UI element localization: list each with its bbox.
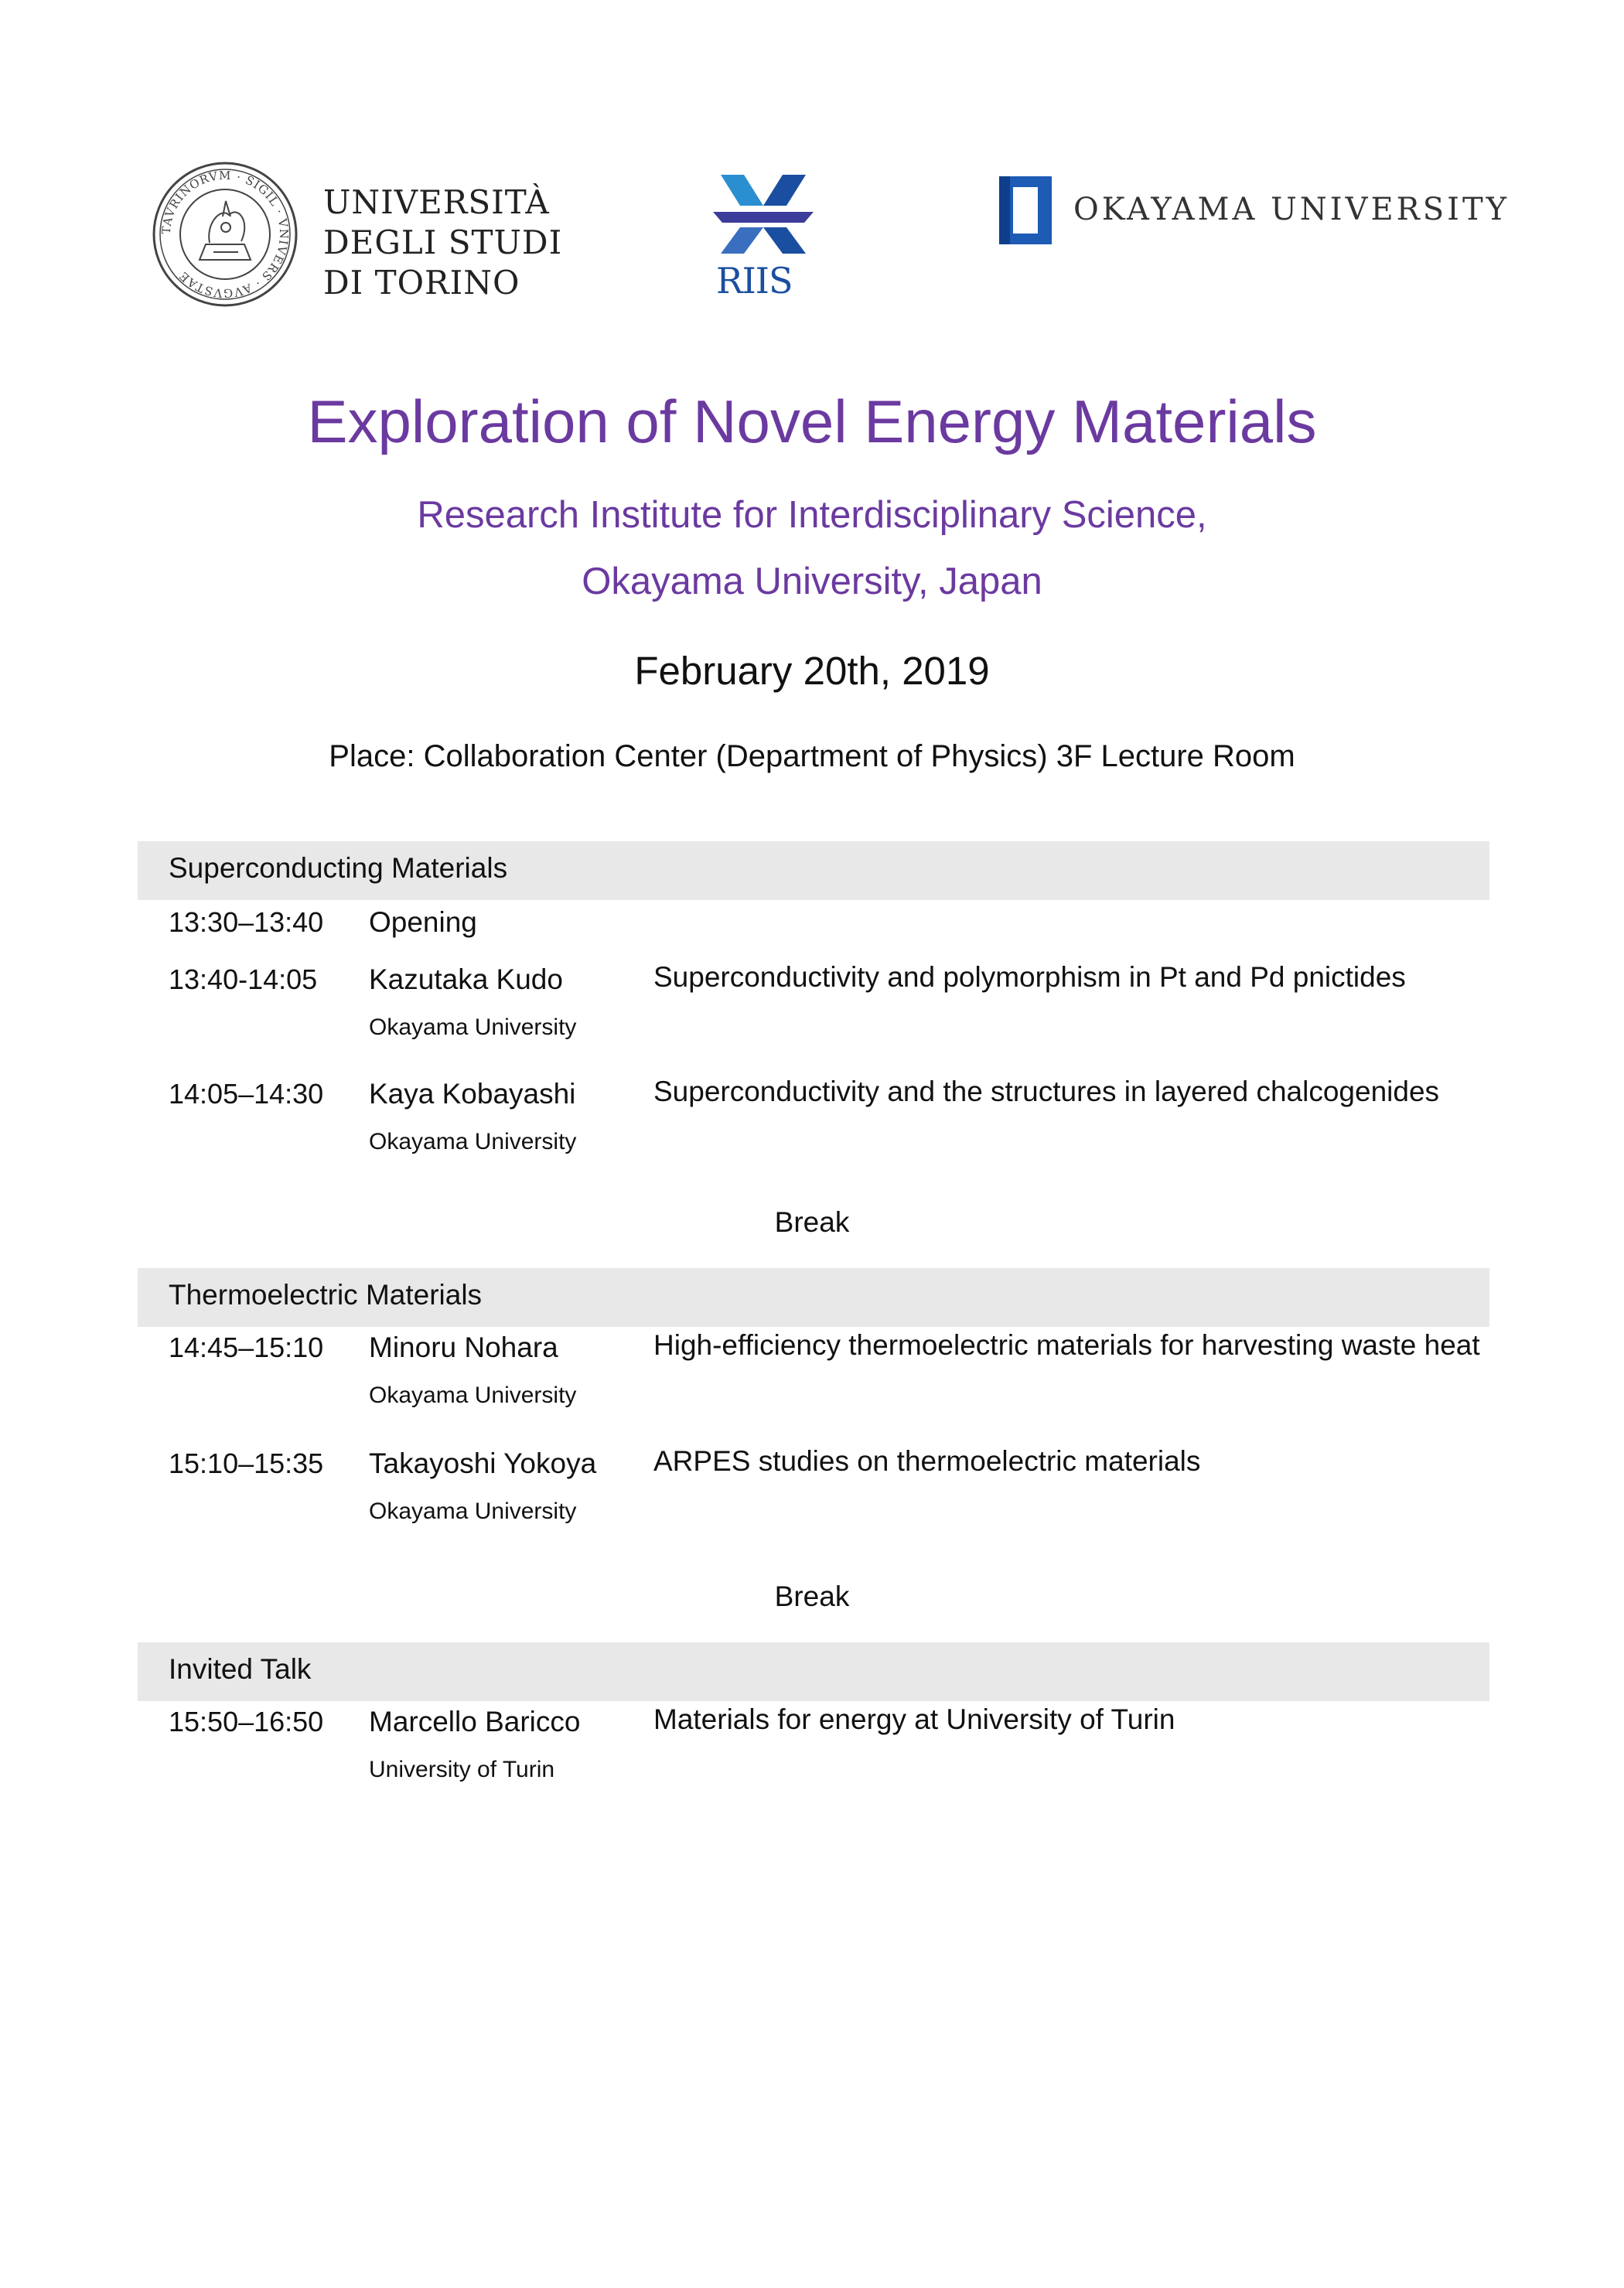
host-institute-line-1: Research Institute for Interdisciplinary Science, <box>417 494 1207 536</box>
talk-title: Superconductivity and polymorphism in Pt and Pd pnictides <box>653 961 1406 993</box>
section-header-invited-talk <box>138 1642 1489 1701</box>
speaker-affiliation: Okayama University <box>369 1383 577 1408</box>
talk-title: Superconductivity and the structures in layered chalcogenides <box>653 1076 1440 1107</box>
riis-logo-text: RIIS <box>716 260 793 302</box>
section-label: Invited Talk <box>169 1653 312 1685</box>
talk-title: High-efficiency thermoelectric materials for harvesting waste heat <box>653 1329 1480 1361</box>
turin-logo-line-1: UNIVERSITÀ <box>323 183 550 221</box>
okayama-logo-text: OKAYAMA UNIVERSITY <box>1073 192 1510 227</box>
okayama-university-logo <box>998 175 1510 249</box>
break-label: Break <box>774 1580 850 1612</box>
riis-logo <box>705 167 821 306</box>
talk-title: Materials for energy at University of Turin <box>653 1703 1175 1735</box>
section-label: Superconducting Materials <box>169 852 508 884</box>
university-of-turin-logo <box>152 161 569 315</box>
section-header-superconducting <box>138 841 1489 900</box>
talk-title: ARPES studies on thermoelectric materials <box>653 1445 1201 1477</box>
session-speaker: Marcello Baricco <box>369 1706 581 1737</box>
speaker-affiliation: Okayama University <box>369 1499 577 1524</box>
turin-logo-line-2: DEGLI STUDI <box>323 223 563 261</box>
session-time: 14:05–14:30 <box>169 1078 324 1110</box>
break-label: Break <box>774 1206 850 1238</box>
session-time: 13:30–13:40 <box>169 906 324 938</box>
session-speaker: Kaya Kobayashi <box>369 1078 576 1110</box>
speaker-affiliation: Okayama University <box>369 1014 577 1040</box>
section-header-thermoelectric <box>138 1268 1489 1327</box>
session-time: 14:45–15:10 <box>169 1332 324 1363</box>
riis-star-icon <box>705 167 821 260</box>
speaker-affiliation: University of Turin <box>369 1757 555 1782</box>
session-time: 13:40-14:05 <box>169 963 318 995</box>
speaker-affiliation: Okayama University <box>369 1129 577 1154</box>
session-time: 15:50–16:50 <box>169 1706 324 1737</box>
host-institute-line-2: Okayama University, Japan <box>582 561 1042 602</box>
session-time: 15:10–15:35 <box>169 1447 324 1479</box>
session-speaker: Opening <box>369 906 477 938</box>
session-speaker: Takayoshi Yokoya <box>369 1447 597 1479</box>
turin-seal-icon <box>152 161 299 308</box>
event-title: Exploration of Novel Energy Materials <box>307 387 1317 455</box>
event-place: Place: Collaboration Center (Department of Physics) 3F Lecture Room <box>329 739 1295 773</box>
event-date: February 20th, 2019 <box>634 649 990 693</box>
session-speaker: Minoru Nohara <box>369 1332 558 1363</box>
section-label: Thermoelectric Materials <box>169 1279 483 1311</box>
okayama-o-icon <box>998 175 1053 246</box>
turin-logo-line-3: DI TORINO <box>323 264 520 302</box>
session-speaker: Kazutaka Kudo <box>369 963 563 995</box>
svg-text:TAVRINORVM · SIGIL · VNIVERS ·: TAVRINORVM · SIGIL · VNIVERS · AVGVSTAE <box>159 168 292 301</box>
